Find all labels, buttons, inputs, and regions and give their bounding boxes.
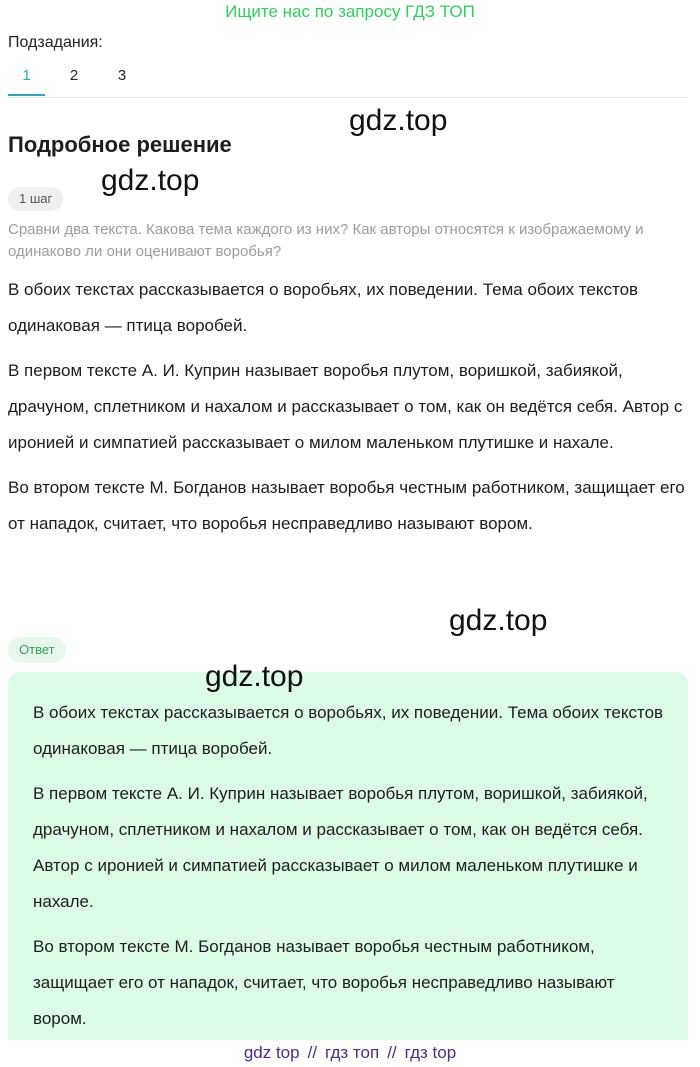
step-badge: 1 шаг	[8, 187, 63, 211]
subtasks-label: Подзадания:	[8, 34, 103, 51]
answer-badge: Ответ	[8, 637, 66, 663]
watermark: gdz.top	[205, 660, 304, 693]
answer-paragraph: В первом тексте А. И. Куприн называет воробья плутом, воришкой, забиякой, драчуном, сплетником и нахалом и рассказывает о том, как он ведётся себя. Автор с иронией и симпатией рассказывает о милом маленьком плутишке и нахале.	[33, 784, 648, 911]
tab-subtask-1[interactable]: 1	[8, 62, 45, 96]
footer-link[interactable]: gdz top	[243, 1043, 300, 1062]
solution-paragraph: В первом тексте А. И. Куприн называет воробья плутом, воришкой, забиякой, драчуном, сплетником и нахалом и рассказывает о том, как он ведётся себя. Автор с иронией и симпатией рассказывает о милом маленьком плутишке и нахале.	[8, 361, 683, 452]
footer-link[interactable]: гдз топ	[325, 1043, 380, 1062]
answer-paragraph: Во втором тексте М. Богданов называет воробья честным работником, защищает его от нападок, считает, что воробья несправедливо называют вором.	[33, 937, 615, 1028]
footer-separator: //	[387, 1043, 397, 1062]
footer-separator: //	[307, 1043, 318, 1062]
answer-paragraph: В обоих текстах рассказывается о воробьях, их поведении. Тема обоих текстов одинаковая — птица воробей.	[33, 703, 664, 758]
footer-link[interactable]: гдз top	[404, 1043, 457, 1062]
solution-paragraph: В обоих текстах рассказывается о воробьях, их поведении. Тема обоих текстов одинаковая — птица воробей.	[8, 280, 639, 335]
tab-subtask-2[interactable]: 2	[69, 67, 79, 84]
watermark: gdz.top	[349, 104, 448, 137]
answer-box	[8, 672, 688, 1040]
question-text: Сравни два текста. Какова тема каждого из них? Как авторы относятся к изображаемому и одинаково ли они оценивают воробья?	[8, 221, 644, 260]
watermark: gdz.top	[449, 604, 548, 637]
solution-paragraph: Во втором тексте М. Богданов называет воробья честным работником, защищает его от нападок, считает, что воробья несправедливо называют вором.	[8, 478, 685, 533]
section-title: Подробное решение	[8, 132, 232, 157]
subtask-tabs	[8, 62, 688, 98]
solution-text	[8, 272, 692, 551]
footer-links	[0, 1041, 700, 1065]
tab-subtask-3[interactable]: 3	[117, 67, 127, 84]
top-banner: Ищите нас по запросу ГДЗ ТОП	[225, 2, 475, 21]
watermark: gdz.top	[101, 164, 200, 197]
